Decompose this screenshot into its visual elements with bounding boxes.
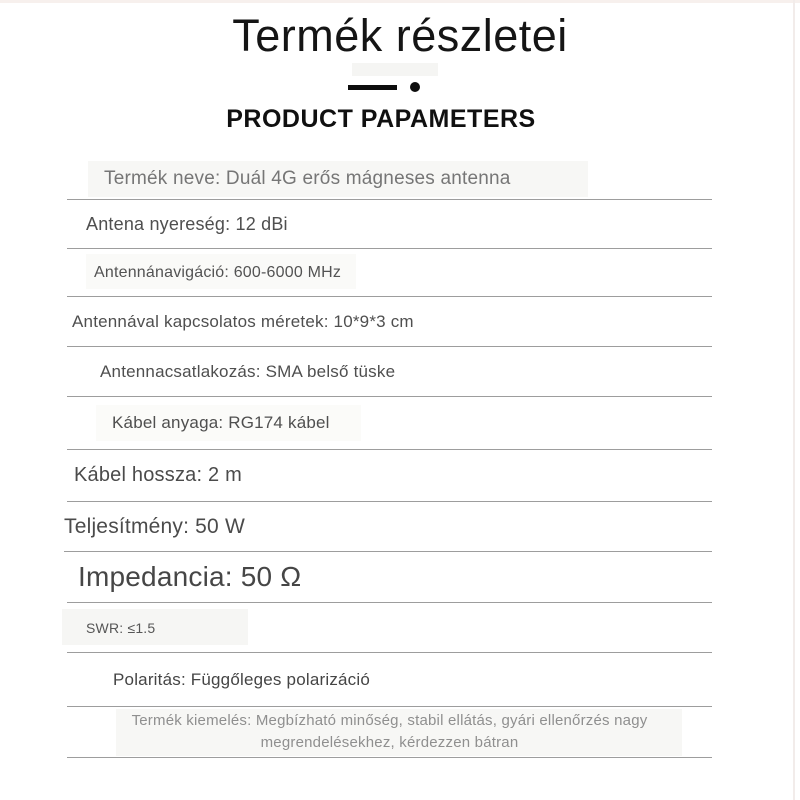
spec-row-impedance: Impedancia: 50 Ω [67, 552, 712, 603]
spec-row-highlight [67, 707, 712, 758]
overlay-patch [352, 63, 438, 76]
spec-row-cable-material: Kábel anyaga: RG174 kábel [67, 397, 712, 450]
spec-row-product-name: Termék neve: Duál 4G erős mágneses antenna [67, 158, 712, 200]
spec-row-polarity: Polaritás: Függőleges polarizáció [67, 653, 712, 707]
dash-decoration-icon [348, 85, 397, 90]
spec-row-frequency: Antennánavigáció: 600-6000 MHz [67, 249, 712, 297]
spec-row-highlight-text: Termék kiemelés: Megbízható minőség, stabil ellátás, gyári ellenőrzés nagy megrendelésekhez, kérdezzen bátran [131, 712, 648, 751]
spec-row-connector: Antennacsatlakozás: SMA belső tüske [67, 347, 712, 397]
right-edge-artifact [793, 0, 795, 800]
spec-row-swr: SWR: ≤1.5 [67, 603, 712, 653]
page-subtitle: PRODUCT PAPAMETERS [226, 105, 536, 133]
spec-list [64, 158, 712, 758]
spec-row-antenna-gain: Antena nyereség: 12 dBi [67, 200, 712, 249]
dot-decoration-icon [410, 82, 420, 92]
page-title: Termék részletei [232, 10, 568, 61]
spec-row-power: Teljesítmény: 50 W [64, 502, 712, 552]
spec-row-cable-length: Kábel hossza: 2 m [67, 450, 712, 502]
spec-row-dimensions: Antennával kapcsolatos méretek: 10*9*3 cm [67, 297, 712, 347]
top-edge-artifact [0, 0, 800, 3]
